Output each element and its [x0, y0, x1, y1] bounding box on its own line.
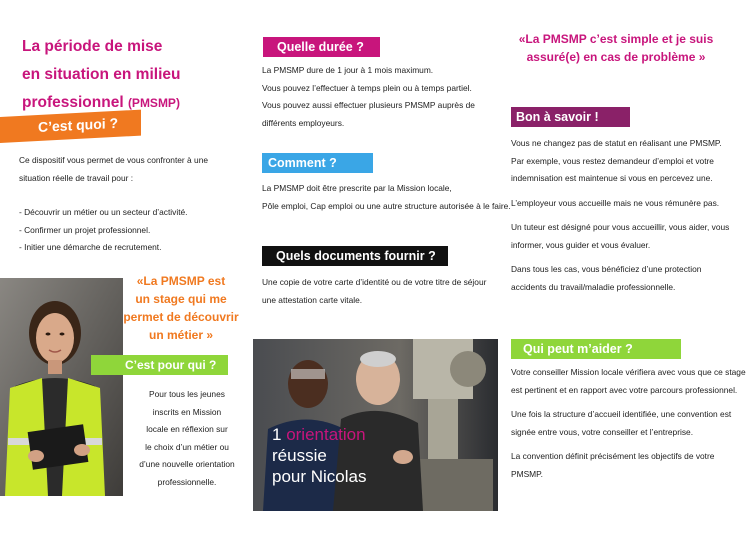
comment-line: Pôle emploi, Cap emploi ou une autre structure autorisée à le faire.	[262, 200, 511, 211]
quoi-description	[19, 152, 249, 187]
title-line-2: en situation en milieu	[22, 66, 181, 83]
quote-simple-assure	[518, 30, 714, 66]
quote-line: assuré(e) en cas de problème »	[526, 50, 706, 64]
pour-qui-line: Pour tous les jeunes	[149, 389, 225, 399]
caption-highlight: orientation	[286, 425, 366, 444]
tag-bon-a-savoir	[511, 107, 630, 127]
savoir-description	[511, 135, 746, 303]
aider-line: Votre conseiller Mission locale vérifiera avec vous que ce stage	[511, 367, 746, 377]
photo-illustration	[0, 278, 123, 496]
aider-description	[511, 364, 747, 490]
aider-paragraph	[511, 364, 747, 399]
savoir-paragraph	[511, 135, 746, 188]
duree-line: Vous pouvez l’effectuer à temps plein ou à temps partiel.	[262, 82, 472, 93]
savoir-paragraph	[511, 219, 746, 254]
pour-qui-line: professionnelle.	[157, 476, 217, 487]
savoir-paragraph	[511, 195, 746, 213]
pour-qui-line: le choix d’un métier ou	[145, 441, 229, 452]
caption-line-2: réussie	[272, 446, 327, 465]
tag-bon-a-savoir-label: Bon à savoir !	[516, 110, 599, 124]
title-line-1: La période de mise	[22, 38, 163, 55]
pour-qui-line: locale en réflexion sur	[146, 424, 228, 435]
quote-line: «La PMSMP est	[136, 274, 226, 288]
aider-line: Une fois la structure d’accueil identifiée, une convention est	[511, 409, 732, 419]
savoir-line: accidents du travail/maladie professionnelle.	[511, 281, 676, 292]
savoir-line: Vous ne changez pas de statut en réalisant une PMSMP.	[511, 138, 722, 148]
photo-caption	[272, 424, 472, 487]
aider-paragraph	[511, 406, 747, 441]
duree-line: Vous pouvez aussi effectuer plusieurs PMSMP auprès de	[262, 100, 475, 110]
aider-line: La convention définit précisément les objectifs de votre PMSMP.	[511, 451, 715, 479]
quote-line: un métier »	[148, 328, 214, 342]
quote-line: permet de découvrir	[123, 310, 239, 324]
tag-quelle-duree	[263, 37, 380, 57]
tag-quels-documents	[262, 246, 448, 266]
list-item: - Découvrir un métier ou un secteur d’activité.	[19, 207, 188, 217]
savoir-line: Un tuteur est désigné pour vous accueillir, vous aider, vous	[511, 222, 730, 232]
duree-description	[262, 62, 512, 132]
caption-line-1	[272, 424, 472, 445]
savoir-line: Dans tous les cas, vous bénéficiez d’une protection	[511, 264, 702, 274]
aider-line: signée entre vous, votre conseiller et l’entreprise.	[511, 426, 694, 437]
caption-line-3: pour Nicolas	[272, 467, 367, 486]
quote-line: un stage qui me	[135, 292, 227, 306]
pour-qui-description	[128, 386, 246, 492]
tag-quels-documents-label: Quels documents fournir ?	[276, 249, 436, 263]
title-acronym: (PMSMP)	[127, 96, 180, 110]
tag-c-est-quoi-label: C’est quoi ?	[38, 114, 119, 136]
pour-qui-line: inscrits en Mission	[152, 406, 222, 417]
list-item: - Confirmer un projet professionnel.	[19, 224, 151, 235]
documents-description	[262, 274, 512, 309]
tag-quelle-duree-label: Quelle durée ?	[277, 40, 364, 54]
pour-qui-line: d’une nouvelle orientation	[139, 459, 235, 470]
tag-comment	[262, 153, 373, 173]
tag-comment-label: Comment ?	[268, 156, 337, 170]
savoir-paragraph	[511, 261, 746, 296]
list-item: - Initier une démarche de recrutement.	[19, 242, 162, 252]
tag-qui-peut-m-aider-label: Qui peut m’aider ?	[523, 342, 633, 356]
duree-line: différents employeurs.	[262, 117, 345, 128]
savoir-line: L’employeur vous accueille mais ne vous rémunère pas.	[511, 197, 720, 208]
quoi-text-line-2: situation réelle de travail pour :	[19, 172, 134, 183]
documents-line: Une copie de votre carte d’identité ou de votre titre de séjour	[262, 277, 487, 287]
title-line-3-text: professionnel	[22, 94, 128, 111]
savoir-line: indemnisation est maintenue si vous en percevez une.	[511, 173, 713, 183]
caption-number: 1	[272, 425, 287, 444]
tag-qui-peut-m-aider	[511, 339, 681, 359]
photo-workshop-nicolas	[253, 339, 498, 511]
duree-line: La PMSMP dure de 1 jour à 1 mois maximum.	[262, 65, 434, 75]
quoi-list	[19, 204, 249, 257]
photo-young-woman-worker	[0, 278, 123, 496]
comment-line: La PMSMP doit être prescrite par la Mission locale,	[262, 183, 452, 193]
quote-line: «La PMSMP c’est simple et je suis	[518, 32, 714, 46]
comment-description	[262, 180, 512, 215]
aider-line: est pertinent et en rapport avec votre parcours professionnel.	[511, 384, 738, 395]
savoir-line: informer, vous guider et vous évaluer.	[511, 239, 651, 250]
page-title	[22, 33, 252, 117]
quoi-text-line-1: Ce dispositif vous permet de vous confronter à une	[19, 155, 209, 165]
aider-paragraph	[511, 448, 747, 483]
tag-c-est-pour-qui	[91, 355, 228, 375]
quote-decouvrir-metier	[122, 272, 240, 344]
tag-c-est-pour-qui-label: C’est pour qui ?	[125, 358, 217, 372]
documents-line: une attestation carte vitale.	[262, 294, 363, 305]
savoir-line: Par exemple, vous restez demandeur d’emploi et votre	[511, 155, 714, 166]
